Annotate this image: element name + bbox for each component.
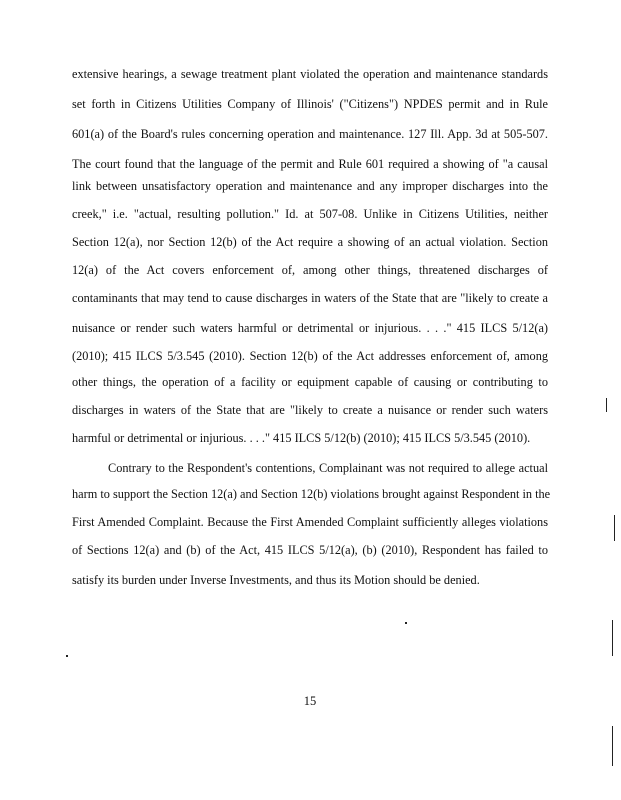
text-line: discharges in waters of the State that are "likely to create a nuisance or render such waters [72, 403, 548, 417]
text-line: contaminants that may tend to cause discharges in waters of the State that are "likely to create a [72, 291, 548, 305]
text-line: First Amended Complaint. Because the First Amended Complaint sufficiently alleges violations [72, 515, 548, 529]
text-line: creek," i.e. "actual, resulting pollution." Id. at 507-08. Unlike in Citizens Utilities, neither [72, 207, 548, 221]
scan-mark [612, 726, 613, 766]
text-line: satisfy its burden under Inverse Investments, and thus its Motion should be denied. [72, 573, 480, 587]
text-line: The court found that the language of the permit and Rule 601 required a showing of "a causal [72, 157, 548, 171]
text-line: Contrary to the Respondent's contentions, Complainant was not required to allege actual [108, 461, 548, 475]
text-line: (2010); 415 ILCS 5/3.545 (2010). Section 12(b) of the Act addresses enforcement of, among [72, 349, 548, 363]
text-line: Section 12(a), nor Section 12(b) of the Act require a showing of an actual violation. Section [72, 235, 548, 249]
text-line: of Sections 12(a) and (b) of the Act, 415 ILCS 5/12(a), (b) (2010), Respondent has failed to [72, 543, 548, 557]
text-line: nuisance or render such waters harmful or detrimental or injurious. . . ." 415 ILCS 5/12(a) [72, 321, 548, 335]
text-line: set forth in Citizens Utilities Company of Illinois' ("Citizens") NPDES permit and in Rule [72, 97, 548, 111]
text-line: link between unsatisfactory operation and maintenance and any improper discharges into the [72, 179, 548, 193]
scan-mark [405, 622, 407, 624]
text-line: 601(a) of the Board's rules concerning operation and maintenance. 127 Ill. App. 3d at 505-507. [72, 127, 548, 141]
text-line: harm to support the Section 12(a) and Section 12(b) violations brought against Respondent in the [72, 487, 551, 501]
text-line: harmful or detrimental or injurious. . . ." 415 ILCS 5/12(b) (2010); 415 ILCS 5/3.545 (2010). [72, 431, 531, 445]
scan-mark [614, 515, 615, 541]
page-number: 15 [303, 694, 317, 708]
scan-mark [606, 398, 607, 412]
text-line: extensive hearings, a sewage treatment plant violated the operation and maintenance standards [72, 67, 548, 81]
text-line: other things, the operation of a facility or equipment capable of causing or contributing to [72, 375, 548, 389]
text-line: 12(a) of the Act covers enforcement of, among other things, threatened discharges of [72, 263, 548, 277]
scan-mark [612, 620, 613, 656]
scan-mark [66, 655, 68, 657]
